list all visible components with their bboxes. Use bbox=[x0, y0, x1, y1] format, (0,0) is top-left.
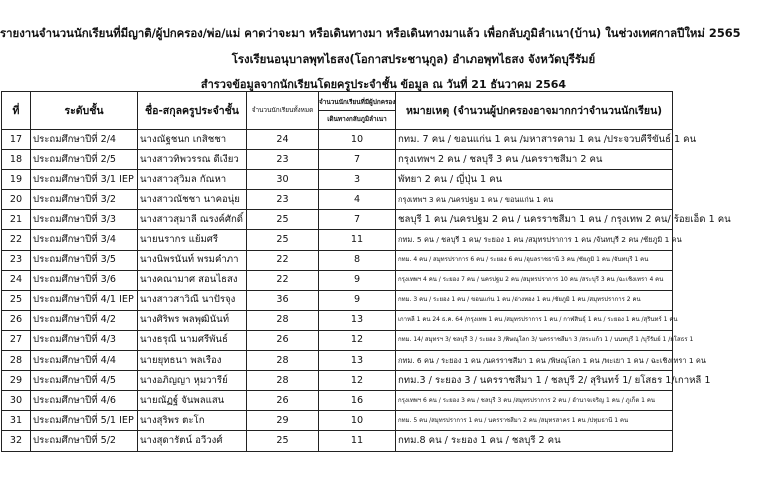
teacher-name: นางสาวสุวิมล กัณหา bbox=[138, 170, 247, 190]
table-row bbox=[2, 190, 673, 210]
class-level: ประถมศึกษาปีที่ 3/4 bbox=[31, 230, 138, 250]
student-count: 28 bbox=[247, 310, 319, 330]
row-number: 20 bbox=[2, 190, 31, 210]
teacher-name: นางสาวทิพวรรณ ดีเงียว bbox=[138, 150, 247, 170]
student-count: 22 bbox=[247, 270, 319, 290]
col-header-guardians-bottom: เดินทางกลับภูมิลำเนา bbox=[327, 115, 387, 123]
row-number: 32 bbox=[2, 431, 31, 451]
row-number: 22 bbox=[2, 230, 31, 250]
row-number: 17 bbox=[2, 130, 31, 150]
class-level: ประถมศึกษาปีที่ 4/6 bbox=[31, 391, 138, 411]
student-count: 28 bbox=[247, 371, 319, 391]
class-level: ประถมศึกษาปีที่ 3/5 bbox=[31, 250, 138, 270]
note-text: กทม. 6 คน / ระยอง 1 คน /นครราชสีมา 1 คน /พิษณุโลก 1 คน /พะเยา 1 คน / ฉะเชิงเทรา 1 คน bbox=[396, 351, 673, 371]
guardian-count: 10 bbox=[319, 130, 396, 150]
student-count: 22 bbox=[247, 250, 319, 270]
note-text: กรุงเทพฯ 4 คน / ระยอง 7 คน / นครปฐม 2 คน /สมุทรปราการ 10 คน /สระบุรี 3 คน /ฉะเชิงเทรา 4 คน bbox=[396, 270, 673, 290]
table-row bbox=[2, 411, 673, 431]
table-row bbox=[2, 150, 673, 170]
class-level: ประถมศึกษาปีที่ 5/1 IEP bbox=[31, 411, 138, 431]
student-count: 36 bbox=[247, 290, 319, 310]
guardian-count: 11 bbox=[319, 230, 396, 250]
note-text: กทม.3 / ระยอง 3 / นครราชสีมา 1 / ชลบุรี 2/ สุรินทร์ 1/ ยโสธร 1/เกาหลี 1 bbox=[396, 371, 673, 391]
note-text: พัทยา 2 คน / ญี่ปุ่น 1 คน bbox=[396, 170, 673, 190]
class-level: ประถมศึกษาปีที่ 3/1 IEP bbox=[31, 170, 138, 190]
guardian-count: 7 bbox=[319, 150, 396, 170]
row-number: 24 bbox=[2, 270, 31, 290]
note-text: กรุงเทพฯ 6 คน / ระยอง 3 คน / ชลบุรี 3 คน /สมุทรปราการ 2 คน / อำนาจเจริญ 1 คน / ภูเก็ต 1 คน bbox=[396, 391, 673, 411]
student-count: 24 bbox=[247, 130, 319, 150]
student-table bbox=[1, 91, 731, 452]
col-header-guardians-top: จำนวนนักเรียนที่มีผู้ปกครอง bbox=[319, 94, 395, 111]
table-row bbox=[2, 391, 673, 411]
note-text: กทม.8 คน / ระยอง 1 คน / ชลบุรี 2 คน bbox=[396, 431, 673, 451]
class-level: ประถมศึกษาปีที่ 4/2 bbox=[31, 310, 138, 330]
survey-info: สำรวจข้อมูลจากนักเรียนโดยครูประจำชั้น ข้อมูล ณ วันที่ 21 ธันวาคม 2564 bbox=[200, 78, 567, 91]
teacher-name: นางสุริพร ตะโก bbox=[138, 411, 247, 431]
table-row bbox=[2, 230, 673, 250]
teacher-name: นางอภิญญา หุมวารีย์ bbox=[138, 371, 247, 391]
student-count: 28 bbox=[247, 351, 319, 371]
guardian-count: 7 bbox=[319, 210, 396, 230]
table-body bbox=[2, 130, 731, 452]
table-header-row bbox=[2, 92, 673, 130]
guardian-count: 10 bbox=[319, 411, 396, 431]
teacher-name: นายยุทธนา พลเรือง bbox=[138, 351, 247, 371]
teacher-name: นายนรากร แย้มศรี bbox=[138, 230, 247, 250]
class-level: ประถมศึกษาปีที่ 4/3 bbox=[31, 330, 138, 350]
table-row bbox=[2, 170, 673, 190]
school-name: โรงเรียนอนุบาลพุทไธสง(โอกาสประชานุกูล) อำเภอพุทไธสง จังหวัดบุรีรัมย์ bbox=[231, 52, 596, 66]
guardian-count: 13 bbox=[319, 310, 396, 330]
table-row bbox=[2, 290, 673, 310]
col-header-guardians bbox=[319, 92, 396, 130]
row-number: 26 bbox=[2, 310, 31, 330]
table-row bbox=[2, 250, 673, 270]
class-level: ประถมศึกษาปีที่ 4/1 IEP bbox=[31, 290, 138, 310]
table-row bbox=[2, 431, 673, 451]
teacher-name: นางศิริพร พลพุฒินันท์ bbox=[138, 310, 247, 330]
table-row bbox=[2, 351, 673, 371]
guardian-count: 3 bbox=[319, 170, 396, 190]
note-text: กทม. 4 คน / สมุทรปราการ 6 คน / ระยอง 6 คน /อุบลราชธานี 3 คน /ชัยภูมิ 1 คน /จันทบุรี 1 คน bbox=[396, 250, 673, 270]
teacher-name: นางสาวสุมาลี ณรงค์ศักดิ์ bbox=[138, 210, 247, 230]
student-count: 26 bbox=[247, 330, 319, 350]
row-number: 21 bbox=[2, 210, 31, 230]
note-text: กทม. 7 คน / ขอนแก่น 1 คน /มหาสารคาม 1 คน /ประจวบคีรีขันธ์ 1 คน bbox=[396, 130, 673, 150]
row-number: 28 bbox=[2, 351, 31, 371]
teacher-name: นางสุดารัตน์ อวีวงศ์ bbox=[138, 431, 247, 451]
col-header-teacher: ชื่อ-สกุลครูประจำชั้น bbox=[138, 92, 247, 130]
guardian-count: 4 bbox=[319, 190, 396, 210]
note-text: กทม. 14/ สมุทรฯ 3/ ชลบุรี 3 / ระยอง 3 /พิษณุโลก 3/ นครราชสีมา 3 /สระแก้ว 1 / นนทบุรี 1 /บุรีรัมย์ 1 /ยโสธร 1 bbox=[396, 330, 673, 350]
student-count: 25 bbox=[247, 210, 319, 230]
note-text: กทม. 5 คน /สมุทรปราการ 1 คน / นครราชสีมา 2 คน /สมุทรสาคร 1 คน /ปทุมธานี 1 คน bbox=[396, 411, 673, 431]
teacher-name: นางสาวสาวิณี นาปัรจุง bbox=[138, 290, 247, 310]
teacher-name: นางคณามาศ สอนไธสง bbox=[138, 270, 247, 290]
teacher-name: นางณัฐชนก เกสิชชา bbox=[138, 130, 247, 150]
student-count: 23 bbox=[247, 150, 319, 170]
student-count: 25 bbox=[247, 230, 319, 250]
class-level: ประถมศึกษาปีที่ 2/4 bbox=[31, 130, 138, 150]
note-text: กรุงเทพฯ 2 คน / ชลบุรี 3 คน /นครราชสีมา 2 คน bbox=[396, 150, 673, 170]
class-level: ประถมศึกษาปีที่ 2/5 bbox=[31, 150, 138, 170]
class-level: ประถมศึกษาปีที่ 3/6 bbox=[31, 270, 138, 290]
row-number: 30 bbox=[2, 391, 31, 411]
table-row bbox=[2, 130, 673, 150]
report-title: รายงานจำนวนนักเรียนที่มีญาติ/ผู้ปกครอง/พ่อ/แม่ คาดว่าจะมา หรือเดินทางมา หรือเดินทางมาแล้ว เพื่อกลับภูมิลำเนา(บ้าน) ในช่วงเทศกาลปีใหม่ 2565 bbox=[0, 26, 741, 40]
row-number: 29 bbox=[2, 371, 31, 391]
class-level: ประถมศึกษาปีที่ 3/3 bbox=[31, 210, 138, 230]
row-number: 23 bbox=[2, 250, 31, 270]
student-count: 30 bbox=[247, 170, 319, 190]
class-level: ประถมศึกษาปีที่ 4/5 bbox=[31, 371, 138, 391]
note-text: เกาหลี 1 คน 24 ธ.ค. 64 /กรุงเทพ 1 คน /สมุทรปราการ 1 คน / กาฬสินธุ์ 1 คน / ระยอง 1 คน /สุรินทร์ 1 คน bbox=[396, 310, 673, 330]
guardian-count: 9 bbox=[319, 290, 396, 310]
row-number: 27 bbox=[2, 330, 31, 350]
student-count: 25 bbox=[247, 431, 319, 451]
col-header-no: ที่ bbox=[2, 92, 31, 130]
col-header-students: จำนวนนักเรียนทั้งหมด bbox=[247, 92, 319, 130]
student-count: 26 bbox=[247, 391, 319, 411]
guardian-count: 13 bbox=[319, 351, 396, 371]
guardian-count: 12 bbox=[319, 330, 396, 350]
row-number: 25 bbox=[2, 290, 31, 310]
student-count: 29 bbox=[247, 411, 319, 431]
class-level: ประถมศึกษาปีที่ 4/4 bbox=[31, 351, 138, 371]
table-row bbox=[2, 371, 673, 391]
note-text: กทม. 5 คน / ชลบุรี 1 คน/ ระยอง 1 คน /สมุทรปราการ 1 คน /จันทบุรี 2 คน /ชัยภูมิ 1 คน bbox=[396, 230, 673, 250]
class-level: ประถมศึกษาปีที่ 3/2 bbox=[31, 190, 138, 210]
guardian-count: 16 bbox=[319, 391, 396, 411]
row-number: 19 bbox=[2, 170, 31, 190]
guardian-count: 12 bbox=[319, 371, 396, 391]
teacher-name: นายณัฏฐ์ จันพลแสน bbox=[138, 391, 247, 411]
table-row bbox=[2, 210, 673, 230]
col-header-note: หมายเหตุ (จำนวนผู้ปกครองอาจมากกว่าจำนวนนักเรียน) bbox=[396, 92, 673, 130]
teacher-name: นางสาวณัชชา นาคอนุ่ย bbox=[138, 190, 247, 210]
note-text: กทม. 3 คน / ระยอง 1 คน / ขอนแก่น 1 คน /อ่างทอง 1 คน /ชัยภูมิ 1 คน /สมุทรปราการ 2 คน bbox=[396, 290, 673, 310]
table-row bbox=[2, 330, 673, 350]
teacher-name: นางนิพรนันท์ พรมคำภา bbox=[138, 250, 247, 270]
teacher-name: นางธรุณี นามศรีพันธ์ bbox=[138, 330, 247, 350]
guardian-count: 9 bbox=[319, 270, 396, 290]
student-count: 23 bbox=[247, 190, 319, 210]
table-row bbox=[2, 310, 673, 330]
table-row bbox=[2, 270, 673, 290]
note-text: กรุงเทพฯ 3 คน /นครปฐม 1 คน / ขอนแก่น 1 คน bbox=[396, 190, 673, 210]
row-number: 18 bbox=[2, 150, 31, 170]
col-header-level: ระดับชั้น bbox=[31, 92, 138, 130]
guardian-count: 11 bbox=[319, 431, 396, 451]
guardian-count: 8 bbox=[319, 250, 396, 270]
row-number: 31 bbox=[2, 411, 31, 431]
class-level: ประถมศึกษาปีที่ 5/2 bbox=[31, 431, 138, 451]
note-text: ชลบุรี 1 คน /นครปฐม 2 คน / นครราชสีมา 1 คน / กรุงเทพ 2 คน/ ร้อยเอ็ด 1 คน bbox=[396, 210, 673, 230]
